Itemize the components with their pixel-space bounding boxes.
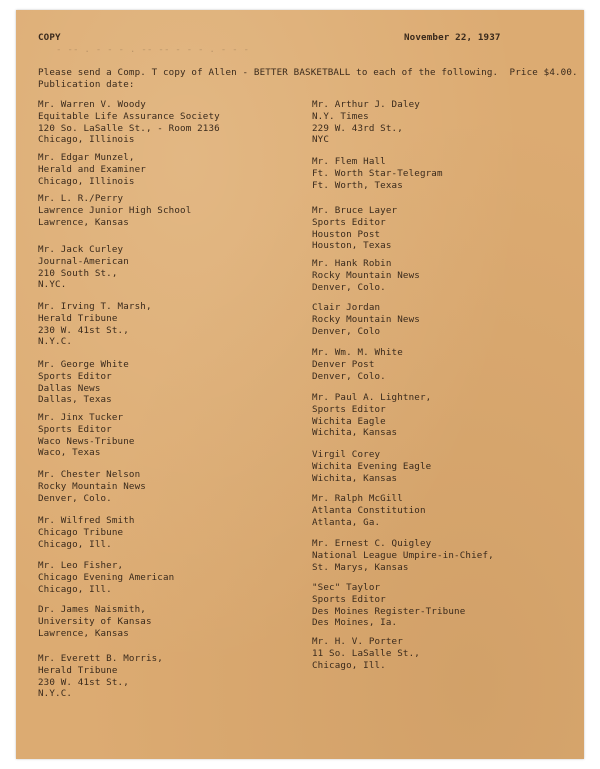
addressee-name: Mr. L. R./Perry — [38, 193, 124, 204]
address-line: University of Kansas — [38, 615, 152, 627]
address-line: Herald Tribune — [38, 664, 118, 676]
intro-line-1: Please send a Comp. T copy of Allen - BETTER BASKETBALL to each of the following. Price $4.00. — [38, 67, 578, 78]
address-block — [312, 449, 431, 484]
address-line: Denver, Colo. — [312, 370, 386, 382]
address-line: Dallas News — [38, 382, 101, 394]
address-line: Ft. Worth Star-Telegram — [312, 167, 443, 179]
address-line: Chicago, Illinois — [38, 134, 135, 146]
address-line: Sports Editor — [38, 370, 112, 382]
addressee-name: Mr. Jinx Tucker — [38, 412, 124, 423]
address-line: 210 South St., — [38, 267, 118, 279]
addressee-name: Mr. H. V. Porter — [312, 636, 403, 647]
address-line: Herald Tribune — [38, 312, 118, 324]
address-line: Chicago, Ill. — [312, 659, 386, 671]
addressee-name: Clair Jordan — [312, 302, 381, 313]
address-line: Chicago Evening American — [38, 571, 175, 583]
address-line: Chicago, Ill. — [38, 538, 112, 550]
addressee-name: Mr. Chester Nelson — [38, 469, 141, 480]
address-line: Chicago, Illinois — [38, 175, 135, 187]
copy-label: COPY — [38, 32, 61, 43]
address-line: 230 W. 41st St., — [38, 676, 129, 688]
address-line: Des Moines Register-Tribune — [312, 605, 466, 617]
address-line: N.YC. — [38, 279, 67, 291]
addressee-name: "Sec" Taylor — [312, 582, 381, 593]
address-block — [312, 156, 443, 191]
address-line: Wichita Eagle — [312, 415, 386, 427]
addressee-name: Dr. James Naismith, — [38, 604, 146, 615]
address-block — [38, 653, 163, 700]
address-block — [312, 205, 397, 252]
address-line: Lawrence, Kansas — [38, 216, 129, 228]
address-line: Atlanta Constitution — [312, 504, 426, 516]
address-block — [312, 493, 426, 528]
address-line: Sports Editor — [312, 403, 386, 415]
address-block — [312, 538, 494, 573]
addressee-name: Mr. Leo Fisher, — [38, 560, 124, 571]
address-line: 229 W. 43rd St., — [312, 122, 403, 134]
address-line: Sports Editor — [38, 423, 112, 435]
address-block — [38, 515, 135, 550]
address-line: Equitable Life Assurance Society — [38, 110, 220, 122]
addressee-name: Mr. Bruce Layer — [312, 205, 398, 216]
address-line: Denver, Colo. — [312, 281, 386, 293]
intro-line-2: Publication date: — [38, 79, 135, 90]
addressee-name: Mr. Edgar Munzel, — [38, 152, 135, 163]
address-block — [312, 582, 465, 629]
address-line: Denver, Colo — [312, 325, 381, 337]
address-line: Sports Editor — [312, 216, 386, 228]
addressee-name: Mr. Warren V. Woody — [38, 99, 146, 110]
addressee-name: Mr. Irving T. Marsh, — [38, 301, 152, 312]
address-line: Houston, Texas — [312, 240, 392, 252]
addressee-name: Mr. Everett B. Morris, — [38, 653, 163, 664]
addressee-name: Mr. Flem Hall — [312, 156, 386, 167]
addressee-name: Mr. Ralph McGill — [312, 493, 403, 504]
addressee-name: Virgil Corey — [312, 449, 381, 460]
address-line: Lawrence, Kansas — [38, 627, 129, 639]
address-block — [312, 258, 420, 293]
addressee-name: Mr. Wilfred Smith — [38, 515, 135, 526]
address-block — [312, 636, 420, 671]
address-line: Houston Post — [312, 228, 381, 240]
address-line: Rocky Mountain News — [312, 269, 420, 281]
address-line: Wichita, Kansas — [312, 472, 398, 484]
faded-typed-line: - -- . - - - . -- -- - - - . - - - — [56, 44, 250, 55]
address-block — [38, 604, 152, 639]
address-block — [38, 469, 146, 504]
address-block — [38, 244, 129, 291]
address-line: Waco News-Tribune — [38, 435, 135, 447]
address-line: Atlanta, Ga. — [312, 516, 381, 528]
address-block — [312, 347, 403, 382]
address-line: N.Y. Times — [312, 110, 369, 122]
address-line: Des Moines, Ia. — [312, 617, 398, 629]
addressee-name: Mr. Arthur J. Daley — [312, 99, 420, 110]
address-line: Dallas, Texas — [38, 394, 112, 406]
address-line: Journal-American — [38, 255, 129, 267]
address-line: Chicago Tribune — [38, 526, 124, 538]
address-line: NYC — [312, 134, 330, 146]
address-block — [38, 193, 191, 228]
address-line: Sports Editor — [312, 593, 386, 605]
address-line: 230 W. 41st St., — [38, 324, 129, 336]
address-line: N.Y.C. — [38, 688, 73, 700]
address-line: Wichita, Kansas — [312, 427, 398, 439]
address-line: Denver, Colo. — [38, 492, 112, 504]
address-block — [38, 301, 152, 348]
document-date: November 22, 1937 — [404, 32, 501, 43]
address-block — [312, 392, 431, 439]
address-line: N.Y.C. — [38, 336, 73, 348]
address-block — [38, 99, 220, 146]
addressee-name: Mr. Jack Curley — [38, 244, 124, 255]
address-line: Waco, Texas — [38, 447, 101, 459]
address-block — [38, 359, 129, 406]
address-line: 11 So. LaSalle St., — [312, 647, 420, 659]
address-line: St. Marys, Kansas — [312, 561, 409, 573]
address-line: Chicago, Ill. — [38, 583, 112, 595]
address-block — [38, 560, 174, 595]
addressee-name: Mr. Ernest C. Quigley — [312, 538, 432, 549]
address-line: Herald and Examiner — [38, 163, 146, 175]
address-block — [38, 412, 135, 459]
address-line: Denver Post — [312, 358, 375, 370]
address-line: Lawrence Junior High School — [38, 204, 192, 216]
address-block — [38, 152, 146, 187]
address-line: Ft. Worth, Texas — [312, 179, 403, 191]
address-block — [312, 99, 420, 146]
address-line: Rocky Mountain News — [312, 313, 420, 325]
addressee-name: Mr. Wm. M. White — [312, 347, 403, 358]
addressee-name: Mr. George White — [38, 359, 129, 370]
address-line: 120 So. LaSalle St., - Room 2136 — [38, 122, 220, 134]
addressee-name: Mr. Paul A. Lightner, — [312, 392, 432, 403]
address-line: National League Umpire-in-Chief, — [312, 549, 494, 561]
document-page — [16, 10, 584, 759]
address-line: Wichita Evening Eagle — [312, 460, 432, 472]
address-block — [312, 302, 420, 337]
addressee-name: Mr. Hank Robin — [312, 258, 392, 269]
address-line: Rocky Mountain News — [38, 480, 146, 492]
